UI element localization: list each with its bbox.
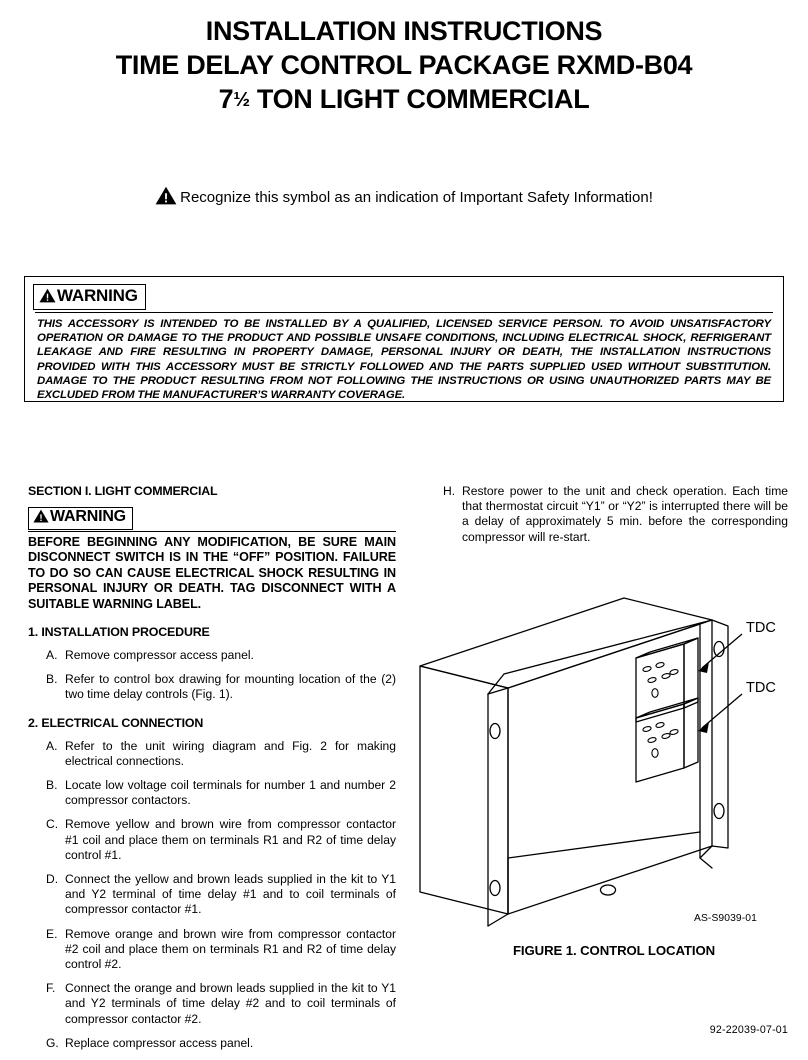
list-item xyxy=(28,648,396,663)
list-item xyxy=(28,981,396,1027)
title-line-1: INSTALLATION INSTRUCTIONS xyxy=(205,16,603,46)
step-letter: D. xyxy=(46,872,59,887)
list-item xyxy=(440,484,788,545)
section-warning-label xyxy=(28,507,133,530)
list-item xyxy=(28,1036,396,1051)
step-letter: E. xyxy=(46,926,58,941)
step-text: Connect the yellow and brown leads supplied in the kit to Y1 and Y2 terminal of time delay #1 and to coil terminals of compressor contactor #1. xyxy=(65,872,396,917)
list-item xyxy=(28,739,396,769)
main-warning-divider xyxy=(35,312,773,313)
list-item xyxy=(28,872,396,918)
warning-triangle-icon xyxy=(33,509,49,528)
step-text: Restore power to the unit and check operation. Each time that thermostat circuit “Y1” or “Y2” is interrupted there will be a delay of approximately 5 min. before the corresponding compressor will re-start. xyxy=(462,484,788,544)
list-item xyxy=(28,817,396,863)
safety-symbol-notice-text: Recognize this symbol as an indication of Important Safety Information! xyxy=(180,189,653,206)
step-text: Remove orange and brown wire from compressor contactor #2 coil and place them on terminals R1 and R2 of time delay control #2. xyxy=(65,926,396,972)
step-text: Refer to the unit wiring diagram and Fig. 2 for making electrical connections. xyxy=(65,738,396,768)
left-column xyxy=(28,484,396,1051)
list-item xyxy=(28,927,396,973)
section-warning-block xyxy=(28,507,396,612)
main-warning-label-text: WARNING xyxy=(57,286,138,305)
title-tonnage-number: 7 xyxy=(218,84,234,114)
step-letter: F. xyxy=(46,981,56,996)
list-item xyxy=(28,672,396,702)
step-text: Remove yellow and brown wire from compressor contactor #1 coil and place them on terminals R1 and R2 of time delay control #1. xyxy=(65,817,396,862)
title-tonnage-fraction: ½ xyxy=(233,89,250,111)
title-tonnage-suffix: TON LIGHT COMMERCIAL xyxy=(249,84,590,114)
warning-triangle-icon xyxy=(155,186,177,209)
figure-callout-tdc-2: TDC xyxy=(746,680,776,696)
section-heading: SECTION I. LIGHT COMMERCIAL xyxy=(28,484,218,498)
step-letter: A. xyxy=(46,738,58,753)
step-letter: H. xyxy=(443,484,456,498)
step-letter: C. xyxy=(46,817,59,832)
figure-callout-tdc-1: TDC xyxy=(746,620,776,636)
section-warning-label-text: WARNING xyxy=(50,508,126,525)
main-warning-label xyxy=(33,284,146,310)
title-line-3 xyxy=(0,82,808,117)
procedure-2-heading: 2. ELECTRICAL CONNECTION xyxy=(28,715,204,730)
right-column xyxy=(440,484,788,545)
step-letter: B. xyxy=(46,672,58,687)
section-warning-divider xyxy=(28,531,396,532)
title-line-2: TIME DELAY CONTROL PACKAGE RXMD-B04 xyxy=(115,50,693,80)
section-warning-body: BEFORE BEGINNING ANY MODIFICATION, BE SURE MAIN DISCONNECT SWITCH IS IN THE “OFF” POSITION. FAILURE TO DO SO CAN CAUSE ELECTRICAL SHOCK RESULTING IN PERSONAL INJURY OR DEATH. TAG DISCONNECT WITH A SUITABLE WARNING LABEL. xyxy=(28,535,396,611)
figure-1-drawing xyxy=(412,596,804,956)
figure-drawing-ref: AS-S9039-01 xyxy=(694,913,757,924)
page-title xyxy=(0,14,808,117)
step-letter: B. xyxy=(46,778,58,793)
step-text: Refer to control box drawing for mounting location of the (2) two time delay controls (Fig. 1). xyxy=(65,672,396,702)
footer-document-code: 92-22039-07-01 xyxy=(709,1024,788,1036)
step-text: Connect the orange and brown leads supplied in the kit to Y1 and Y2 terminals of time delay #2 and to coil terminals of compressor contactor #2. xyxy=(65,981,396,1026)
step-text: Locate low voltage coil terminals for number 1 and number 2 compressor contactors. xyxy=(65,778,396,808)
main-warning-box xyxy=(24,276,784,402)
figure-caption: FIGURE 1. CONTROL LOCATION xyxy=(512,943,716,958)
warning-triangle-icon xyxy=(39,288,56,307)
step-text: Remove compressor access panel. xyxy=(65,648,254,663)
main-warning-body: THIS ACCESSORY IS INTENDED TO BE INSTALLED BY A QUALIFIED, LICENSED SERVICE PERSON. TO AVOID UNSATISFACTORY OPERATION OR DAMAGE TO THE PRODUCT AND POSSIBLE UNSAFE CONDITIONS, INCLUDING ELECTRICAL SHOCK, REFRIGERANT LEAKAGE AND FIRE RESULTING IN PROPERTY DAMAGE, PERSONAL INJURY OR DEATH, THE INSTALLATION INSTRUCTIONS PROVIDED WITH THIS ACCESSORY MUST BE STRICTLY FOLLOWED AND THE PARTS SUPPLIED USED WITHOUT SUBSTITUTION. DAMAGE TO THE PRODUCT RESULTING FROM NOT FOLLOWING THE INSTRUCTIONS OR USING UNAUTHORIZED PARTS MAY BE EXCLUDED FROM THE MANUFACTURER’S WARRANTY COVERAGE. xyxy=(37,318,771,402)
step-text: Replace compressor access panel. xyxy=(65,1035,254,1050)
procedure-1-heading: 1. INSTALLATION PROCEDURE xyxy=(28,625,210,640)
safety-symbol-notice xyxy=(0,186,808,209)
list-item xyxy=(28,778,396,808)
step-letter: A. xyxy=(46,648,58,663)
step-letter: G. xyxy=(46,1035,59,1050)
